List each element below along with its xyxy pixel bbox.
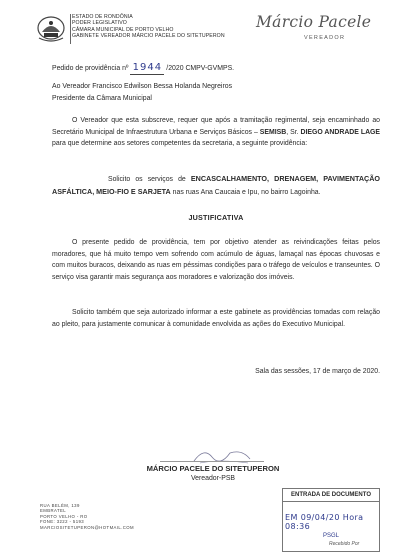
request-number-handwritten: 1944 xyxy=(130,62,164,75)
header-line: CÂMARA MUNICIPAL DE PORTO VELHO xyxy=(72,26,174,33)
address-line: FONE: 3222 - 5193 xyxy=(40,519,85,525)
signatory-name: MÁRCIO PACELE DO SITETUPERON xyxy=(146,464,280,473)
paragraph-text: , Sr. xyxy=(286,128,301,136)
paragraph-text: nas ruas Ana Caucaia e Ipu, no bairro Lagoinha. xyxy=(170,188,321,196)
addressee xyxy=(52,81,382,104)
request-prefix: Pedido de providência nº xyxy=(52,65,129,72)
stamp-received-by: Recebido Por xyxy=(329,541,360,547)
address-line: EMBRATEL xyxy=(40,508,67,514)
coat-of-arms-icon xyxy=(36,14,66,44)
addressee-line: Ao Vereador Francisco Edwilson Bessa Holanda Negreiros xyxy=(52,83,233,90)
request-number-line xyxy=(52,62,382,75)
header-divider xyxy=(70,14,71,44)
stamp-divider xyxy=(283,501,379,502)
paragraph-text: Solicito os serviços de xyxy=(108,176,191,183)
logo-subtitle: VEREADOR xyxy=(304,35,346,41)
secretary-name: DIEGO ANDRADE LAGE xyxy=(300,128,381,136)
logo-name: Márcio Pacele xyxy=(256,13,372,31)
paragraph-text: O Vereador que esta subscreve, requer que após a tramitação regimental, seja encaminhado ao Secretário Municipal de Infraestrutura Urbana e Serviços Básicos – xyxy=(52,117,380,136)
office-address xyxy=(40,503,134,530)
justification-title: JUSTIFICATIVA xyxy=(188,213,244,222)
address-line: RUA BELÉM, 139 xyxy=(40,503,80,508)
stamp-heading: ENTRADA DE DOCUMENTO xyxy=(290,492,371,498)
stamp-date-handwritten: EM 09/04/20 Hora 08:36 xyxy=(285,513,364,531)
header-line: GABINETE VEREADOR MÁRCIO PACELE DO SITETUPERON xyxy=(72,32,225,39)
header-line: ESTADO DE RONDÔNIA xyxy=(72,14,133,20)
paragraph-services xyxy=(52,173,380,198)
date-line: Sala das sessões, 17 de março de 2020. xyxy=(255,368,380,375)
institution-header xyxy=(72,14,225,39)
receipt-stamp xyxy=(282,488,380,552)
signatory-role: Vereador-PSB xyxy=(190,475,236,482)
agency-name: SEMISB xyxy=(259,128,287,136)
paragraph-request xyxy=(52,115,380,150)
paragraph-text: para que determine aos setores competentes da secretaria, a seguinte providência: xyxy=(52,140,308,148)
request-suffix: /2020 CMPV-GVMPS. xyxy=(166,65,235,72)
address-line: PORTO VELHO - RO xyxy=(40,513,88,519)
signature-line xyxy=(160,461,264,462)
paragraph-request-feedback: Solicito também que seja autorizado informar a este gabinete as providências tomadas com relação ao pleito, para justamente comunicar à comunidade envolvida as ações do Executivo Municipal. xyxy=(52,309,380,328)
councillor-logo xyxy=(256,13,376,47)
services-list: ENCASCALHAMENTO, DRENAGEM, PAVIMENTAÇÃO ASFÁLTICA, MEIO-FIO E SARJETA xyxy=(52,174,380,196)
header-line: PODER LEGISLATIVO xyxy=(72,20,127,27)
stamp-initials-handwritten: PSGL xyxy=(323,533,340,539)
paragraph-justification: O presente pedido de providência, tem por objetivo atender as reivindicações feitas pelos moradores, que há muito tempo vem sofrendo com acúmulo de águas, lamaçal nas épocas chuvosas e com muitos buracos, deixando as ruas em péssimas condições para o tráfego de veículos e transeuntes. O serviço visa garantir mais segurança aos moradores e valorização dos imóveis. xyxy=(52,239,380,281)
address-line: MARCIOSITETUPERON@HOTMAIL.COM xyxy=(40,524,135,530)
addressee-line: Presidente da Câmara Municipal xyxy=(52,94,152,102)
